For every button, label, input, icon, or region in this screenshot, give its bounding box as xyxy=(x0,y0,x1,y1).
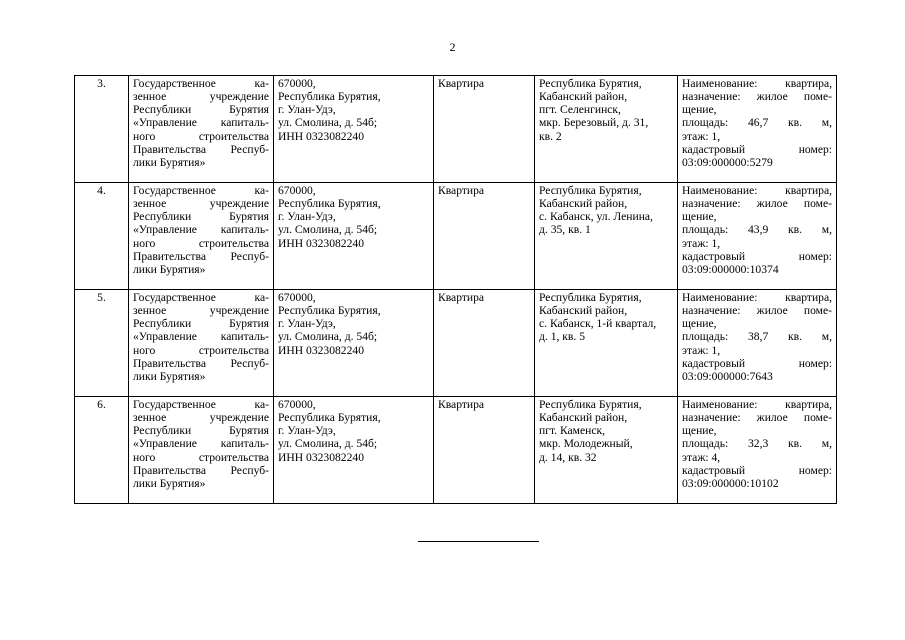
cell-line: д. 14, кв. 32 xyxy=(539,450,597,464)
cell-line: 03:09:000000:5279 xyxy=(682,155,773,169)
cell-line: назначение: жилое поме- xyxy=(682,304,832,318)
cell-line: кадастровый номер: xyxy=(682,249,832,263)
cell-line: Республика Бурятия, xyxy=(278,90,381,104)
cell-line: Республика Бурятия, xyxy=(539,291,642,304)
footer-rule xyxy=(418,541,539,542)
cell-line: Государственное ка- xyxy=(133,398,269,411)
object-details-cell xyxy=(678,290,837,397)
cell-line: Республики Бурятия xyxy=(133,424,269,438)
cell-line: с. Кабанск, 1-й квартал, xyxy=(539,317,657,331)
cell-line: ИНН 0323082240 xyxy=(278,236,364,250)
cell-line: кадастровый номер: xyxy=(682,463,832,477)
cell-line: площадь: 46,7 кв. м, xyxy=(682,116,832,130)
cell-line: ул. Смолина, д. 54б; xyxy=(278,330,378,344)
object-type-cell: Квартира xyxy=(434,397,535,504)
cell-line: д. 1, кв. 5 xyxy=(539,330,585,344)
cell-line: мкр. Молодежный, xyxy=(539,437,633,451)
cell-line: Кабанский район, xyxy=(539,411,628,425)
object-details-cell xyxy=(678,76,837,183)
cell-line: ИНН 0323082240 xyxy=(278,343,364,357)
cell-line: щение, xyxy=(682,103,717,117)
row-number: 5. xyxy=(75,290,129,397)
table-row xyxy=(75,183,837,290)
table-row xyxy=(75,290,837,397)
cell-line: 03:09:000000:10102 xyxy=(682,476,779,490)
cell-line: щение, xyxy=(682,210,717,224)
cell-line: зенное учреждение xyxy=(133,90,269,104)
object-location-cell xyxy=(535,183,678,290)
cell-line: с. Кабанск, ул. Ленина, xyxy=(539,210,653,224)
object-location-cell xyxy=(535,397,678,504)
cell-line: щение, xyxy=(682,317,717,331)
rights-holder-cell xyxy=(129,183,274,290)
cell-line: Наименование: квартира, xyxy=(682,77,832,90)
cell-line: Республика Бурятия, xyxy=(539,184,642,197)
cell-line: мкр. Березовый, д. 31, xyxy=(539,116,649,130)
rights-holder-cell xyxy=(129,290,274,397)
cell-line: лики Бурятия» xyxy=(133,369,206,383)
row-number: 6. xyxy=(75,397,129,504)
cell-line: зенное учреждение xyxy=(133,411,269,425)
cell-line: Республика Бурятия, xyxy=(539,398,642,411)
cell-line: 670000, xyxy=(278,184,316,197)
cell-line: этаж: 1, xyxy=(682,236,721,250)
cell-line: ИНН 0323082240 xyxy=(278,450,364,464)
object-type-cell: Квартира xyxy=(434,183,535,290)
holder-address-cell xyxy=(274,183,434,290)
cell-line: кв. 2 xyxy=(539,129,562,143)
object-type-cell: Квартира xyxy=(434,290,535,397)
cell-line: Кабанский район, xyxy=(539,197,628,211)
cell-line: площадь: 38,7 кв. м, xyxy=(682,330,832,344)
cell-line: Правительства Респуб- xyxy=(133,249,269,263)
cell-line: кадастровый номер: xyxy=(682,356,832,370)
rights-holder-cell xyxy=(129,76,274,183)
cell-line: лики Бурятия» xyxy=(133,262,206,276)
cell-line: г. Улан-Удэ, xyxy=(278,210,336,224)
cell-line: г. Улан-Удэ, xyxy=(278,317,336,331)
cell-line: «Управление капиталь- xyxy=(133,116,269,130)
cell-line: этаж: 1, xyxy=(682,343,721,357)
cell-line: ного строительства xyxy=(133,450,269,464)
cell-line: Государственное ка- xyxy=(133,291,269,304)
holder-address-cell xyxy=(274,76,434,183)
cell-line: Кабанский район, xyxy=(539,304,628,318)
holder-address-cell xyxy=(274,290,434,397)
cell-line: Республика Бурятия, xyxy=(278,197,381,211)
cell-line: лики Бурятия» xyxy=(133,155,206,169)
cell-line: Республики Бурятия xyxy=(133,317,269,331)
cell-line: Наименование: квартира, xyxy=(682,184,832,197)
cell-line: 03:09:000000:7643 xyxy=(682,369,773,383)
cell-line: пгт. Селенгинск, xyxy=(539,103,621,117)
cell-line: Правительства Респуб- xyxy=(133,142,269,156)
cell-line: 670000, xyxy=(278,398,316,411)
cell-line: ИНН 0323082240 xyxy=(278,129,364,143)
rights-holder-cell xyxy=(129,397,274,504)
property-table xyxy=(74,75,837,504)
cell-line: д. 35, кв. 1 xyxy=(539,223,591,237)
cell-line: пгт. Каменск, xyxy=(539,424,606,438)
cell-line: ного строительства xyxy=(133,343,269,357)
cell-line: г. Улан-Удэ, xyxy=(278,424,336,438)
cell-line: Правительства Респуб- xyxy=(133,463,269,477)
cell-line: г. Улан-Удэ, xyxy=(278,103,336,117)
page-number: 2 xyxy=(449,40,456,54)
object-location-cell xyxy=(535,290,678,397)
cell-line: ного строительства xyxy=(133,129,269,143)
cell-line: лики Бурятия» xyxy=(133,476,206,490)
object-details-cell xyxy=(678,397,837,504)
cell-line: 670000, xyxy=(278,291,316,304)
cell-line: «Управление капиталь- xyxy=(133,223,269,237)
cell-line: ного строительства xyxy=(133,236,269,250)
cell-line: Республика Бурятия, xyxy=(278,304,381,318)
cell-line: Государственное ка- xyxy=(133,184,269,197)
cell-line: ул. Смолина, д. 54б; xyxy=(278,116,378,130)
property-table-body xyxy=(75,76,837,504)
cell-line: Республики Бурятия xyxy=(133,210,269,224)
cell-line: зенное учреждение xyxy=(133,197,269,211)
cell-line: Наименование: квартира, xyxy=(682,291,832,304)
cell-line: этаж: 4, xyxy=(682,450,721,464)
object-details-cell xyxy=(678,183,837,290)
table-row xyxy=(75,397,837,504)
cell-line: Республика Бурятия, xyxy=(539,77,642,90)
row-number: 3. xyxy=(75,76,129,183)
cell-line: 03:09:000000:10374 xyxy=(682,262,779,276)
cell-line: щение, xyxy=(682,424,717,438)
cell-line: назначение: жилое поме- xyxy=(682,411,832,425)
cell-line: Республика Бурятия, xyxy=(278,411,381,425)
cell-line: назначение: жилое поме- xyxy=(682,197,832,211)
cell-line: Наименование: квартира, xyxy=(682,398,832,411)
cell-line: зенное учреждение xyxy=(133,304,269,318)
cell-line: площадь: 43,9 кв. м, xyxy=(682,223,832,237)
cell-line: Правительства Респуб- xyxy=(133,356,269,370)
object-type-cell: Квартира xyxy=(434,76,535,183)
table-row xyxy=(75,76,837,183)
cell-line: Республики Бурятия xyxy=(133,103,269,117)
object-location-cell xyxy=(535,76,678,183)
cell-line: 670000, xyxy=(278,77,316,90)
cell-line: Кабанский район, xyxy=(539,90,628,104)
cell-line: площадь: 32,3 кв. м, xyxy=(682,437,832,451)
cell-line: ул. Смолина, д. 54б; xyxy=(278,437,378,451)
cell-line: «Управление капиталь- xyxy=(133,437,269,451)
row-number: 4. xyxy=(75,183,129,290)
cell-line: Государственное ка- xyxy=(133,77,269,90)
cell-line: «Управление капиталь- xyxy=(133,330,269,344)
holder-address-cell xyxy=(274,397,434,504)
cell-line: назначение: жилое поме- xyxy=(682,90,832,104)
cell-line: кадастровый номер: xyxy=(682,142,832,156)
cell-line: этаж: 1, xyxy=(682,129,721,143)
cell-line: ул. Смолина, д. 54б; xyxy=(278,223,378,237)
